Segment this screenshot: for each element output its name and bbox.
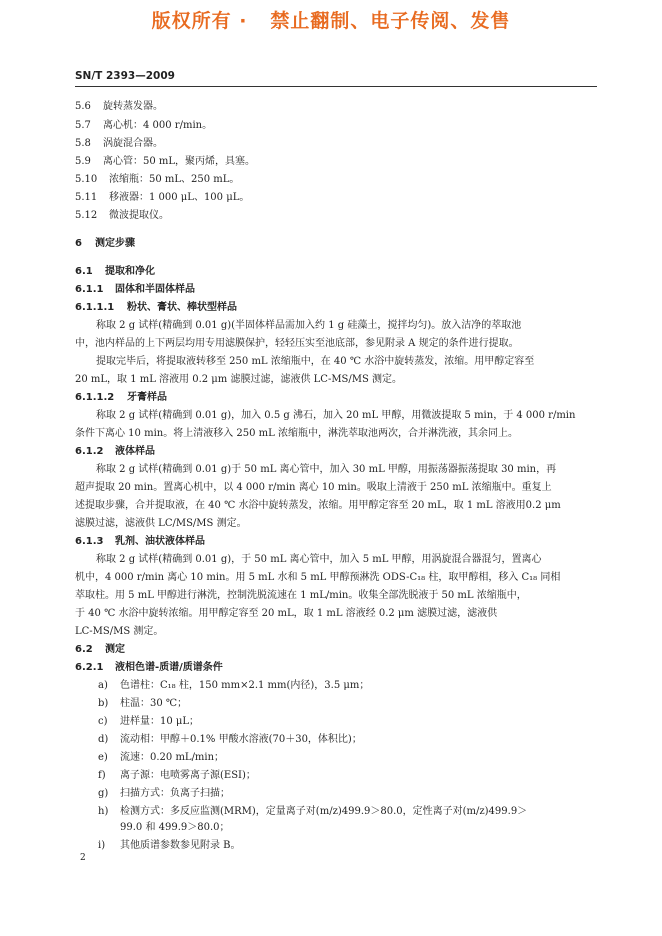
list-item: i) 其他质谱参数参见附录 B。 xyxy=(98,840,241,851)
list-item: e) 流速：0.20 mL/min； xyxy=(98,752,225,763)
list-item: a) 色谱柱：C₁₈ 柱，150 mm×2.1 mm(内径)，3.5 μm； xyxy=(98,680,370,691)
standard-code: SN/T 2393—2009 xyxy=(75,70,175,82)
list-item: 5.10 浓缩瓶：50 mL、250 mL。 xyxy=(75,174,240,185)
list-item: b) 柱温：30 ℃； xyxy=(98,698,188,709)
list-item: d) 流动相：甲醇＋0.1% 甲酸水溶液(70＋30，体积比)； xyxy=(98,734,362,745)
subsection-heading: 6.2 测定 xyxy=(75,644,125,655)
list-item-continuation: 99.0 和 499.9＞80.0； xyxy=(120,822,230,833)
paragraph-line: 机中，4 000 r/min 离心 10 min。用 5 mL 水和 5 mL 甲醇预淋洗 ODS-C₁₈ 柱，取甲醇相，移入 C₁₈ 同相 xyxy=(75,572,561,583)
paragraph-line: 称取 2 g 试样(精确到 0.01 g)，加入 0.5 g 沸石，加入 20 mL 甲醇，用微波提取 5 min，于 4 000 r/min xyxy=(96,410,576,421)
list-item: 5.7 离心机：4 000 r/min。 xyxy=(75,120,213,131)
subsection-heading: 6.2.1 液相色谱-质谱/质谱条件 xyxy=(75,662,223,673)
list-item: 5.9 离心管：50 mL，聚丙烯，具塞。 xyxy=(75,156,256,167)
paragraph-line: 称取 2 g 试样(精确到 0.01 g)(半固体样品需加入约 1 g 硅藻土，搅拌均匀)。放入洁净的萃取池 xyxy=(96,320,522,331)
subsection-heading: 6.1 提取和净化 xyxy=(75,266,155,277)
list-item: 5.12 微波提取仪。 xyxy=(75,210,169,221)
paragraph-line: 超声提取 20 min。置离心机中，以 4 000 r/min 离心 10 min。吸取上清液于 250 mL 浓缩瓶中。重复上 xyxy=(75,482,552,493)
section-heading: 6 测定步骤 xyxy=(75,238,135,249)
subsection-heading: 6.1.3 乳剂、油状液体样品 xyxy=(75,536,205,547)
subsection-heading: 6.1.1.1 粉状、膏状、棒状型样品 xyxy=(75,302,237,313)
copyright-watermark: 版权所有 · 禁止翻制、电子传阅、发售 xyxy=(151,10,511,32)
list-item: 5.6 旋转蒸发器。 xyxy=(75,101,163,112)
subsection-heading: 6.1.1 固体和半固体样品 xyxy=(75,284,195,295)
subsection-heading: 6.1.2 液体样品 xyxy=(75,446,155,457)
list-item: f) 离子源：电喷雾离子源(ESI)； xyxy=(98,770,256,781)
paragraph-line: 述提取步骤，合并提取液，在 40 ℃ 水浴中旋转蒸发，浓缩。用甲醇定容至 20 mL，取 1 mL 溶液用0.2 μm xyxy=(75,500,561,511)
paragraph-line: 提取完毕后，将提取液转移至 250 mL 浓缩瓶中，在 40 ℃ 水浴中旋转蒸发，浓缩。用甲醇定容至 xyxy=(96,356,535,367)
list-item: 5.8 涡旋混合器。 xyxy=(75,138,163,149)
paragraph-line: 于 40 ℃ 水浴中旋转浓缩。用甲醇定容至 20 mL，取 1 mL 溶液经 0.2 μm 滤膜过滤，滤液供 xyxy=(75,608,498,619)
paragraph-line: 20 mL，取 1 mL 溶液用 0.2 μm 滤膜过滤，滤液供 LC-MS/MS 测定。 xyxy=(75,374,403,385)
paragraph-line: 称取 2 g 试样(精确到 0.01 g)于 50 mL 离心管中，加入 30 mL 甲醇，用振荡器振荡提取 30 min，再 xyxy=(96,464,557,475)
paragraph-line: 称取 2 g 试样(精确到 0.01 g)，于 50 mL 离心管中，加入 5 mL 甲醇，用涡旋混合器混匀，置离心 xyxy=(96,554,542,565)
paragraph-line: 中，池内样品的上下两层均用专用滤膜保护，轻轻压实至池底部，参见附录 A 规定的条件进行提取。 xyxy=(75,338,519,349)
header-rule xyxy=(75,86,597,87)
page-number: 2 xyxy=(80,853,86,863)
paragraph-line: 滤膜过滤，滤液供 LC/MS/MS 测定。 xyxy=(75,518,247,529)
paragraph-line: LC-MS/MS 测定。 xyxy=(75,626,164,637)
paragraph-line: 条件下离心 10 min。将上清液移入 250 mL 浓缩瓶中，淋洗萃取池两次，合并淋洗液，其余同上。 xyxy=(75,428,518,439)
list-item: h) 检测方式：多反应监测(MRM)，定量离子对(m/z)499.9＞80.0，定性离子对(m/z)499.9＞ xyxy=(98,806,528,817)
paragraph-line: 萃取柱。用 5 mL 甲醇进行淋洗，控制洗脱流速在 1 mL/min。收集全部洗脱液于 50 mL 浓缩瓶中， xyxy=(75,590,527,601)
subsection-heading: 6.1.1.2 牙膏样品 xyxy=(75,392,167,403)
list-item: 5.11 移液器：1 000 μL、100 μL。 xyxy=(75,192,250,203)
list-item: g) 扫描方式：负离子扫描； xyxy=(98,788,230,799)
list-item: c) 进样量：10 μL； xyxy=(98,716,200,727)
